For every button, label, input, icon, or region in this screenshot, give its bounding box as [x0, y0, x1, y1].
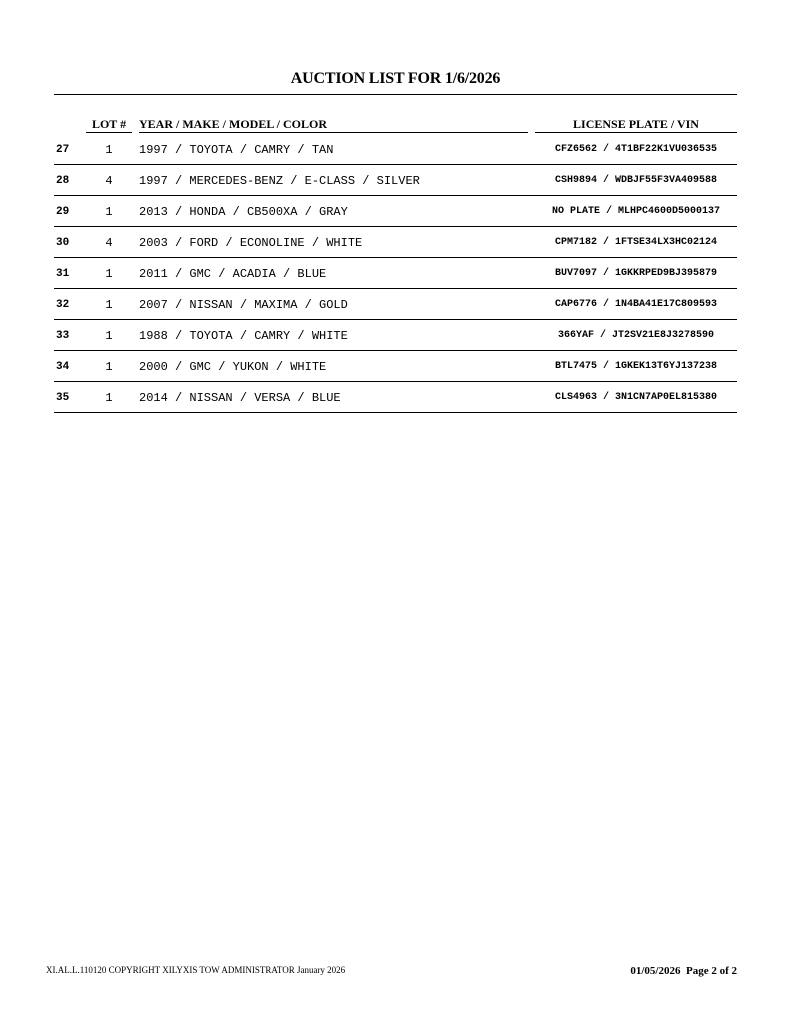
- lot-number: 1: [105, 205, 113, 219]
- footer-page-number: Page 2 of 2: [685, 965, 737, 977]
- plate-vin: BUV7097 / 1GKKRPED9BJ395879: [554, 268, 718, 279]
- plate-vin: CPM7182 / 1FTSE34LX3HC02124: [554, 237, 718, 248]
- column-header-underline: [139, 132, 528, 133]
- footer-date-page: [630, 965, 737, 977]
- plate-vin: CLS4963 / 3N1CN7AP0EL815380: [554, 392, 718, 403]
- vehicle-description: 2007 / NISSAN / MAXIMA / GOLD: [139, 298, 348, 312]
- vehicle-description: 2000 / GMC / YUKON / WHITE: [139, 360, 327, 374]
- column-header-underline: [86, 132, 132, 133]
- row-number: 27: [56, 144, 70, 156]
- vehicle-description: 2003 / FORD / ECONOLINE / WHITE: [139, 236, 363, 250]
- vehicle-description: 2013 / HONDA / CB500XA / GRAY: [139, 205, 348, 219]
- footer-date: 01/05/2026: [630, 965, 681, 977]
- vehicle-description: 2011 / GMC / ACADIA / BLUE: [139, 267, 327, 281]
- lot-number: 1: [105, 267, 113, 281]
- table-row: [54, 289, 737, 320]
- column-header-underline: [535, 132, 737, 133]
- plate-vin: 366YAF / JT2SV21E8J3278590: [557, 330, 715, 341]
- row-number: 29: [56, 206, 70, 218]
- title-divider: [54, 94, 737, 95]
- vehicle-description: 1997 / MERCEDES-BENZ / E-CLASS / SILVER: [139, 174, 420, 188]
- row-number: 28: [56, 175, 70, 187]
- plate-vin: CAP6776 / 1N4BA41E17C809593: [554, 299, 718, 310]
- lot-number: 1: [105, 391, 113, 405]
- page-title: AUCTION LIST FOR 1/6/2026: [290, 70, 501, 87]
- column-header-plate-vin: LICENSE PLATE / VIN: [573, 117, 699, 131]
- table-row: [54, 227, 737, 258]
- row-number: 31: [56, 268, 70, 280]
- table-row: [54, 351, 737, 382]
- vehicle-description: 2014 / NISSAN / VERSA / BLUE: [139, 391, 341, 405]
- lot-number: 1: [105, 360, 113, 374]
- lot-number: 4: [105, 174, 113, 188]
- row-number: 35: [56, 392, 70, 404]
- plate-vin: BTL7475 / 1GKEK13T6YJ137238: [554, 361, 718, 372]
- table-row: [54, 258, 737, 289]
- plate-vin: CSH9894 / WDBJF55F3VA409588: [554, 175, 718, 186]
- table-row: [54, 382, 737, 413]
- table-row: [54, 165, 737, 196]
- auction-table: [54, 134, 737, 413]
- plate-vin: CFZ6562 / 4T1BF22K1VU036535: [554, 144, 718, 155]
- table-row: [54, 320, 737, 351]
- row-number: 34: [56, 361, 70, 373]
- column-header-description: YEAR / MAKE / MODEL / COLOR: [139, 117, 328, 131]
- lot-number: 4: [105, 236, 113, 250]
- lot-number: 1: [105, 329, 113, 343]
- table-row: [54, 134, 737, 165]
- lot-number: 1: [105, 298, 113, 312]
- vehicle-description: 1988 / TOYOTA / CAMRY / WHITE: [139, 329, 348, 343]
- column-header-lot: LOT #: [91, 117, 127, 131]
- vehicle-description: 1997 / TOYOTA / CAMRY / TAN: [139, 143, 334, 157]
- row-number: 33: [56, 330, 70, 342]
- plate-vin: NO PLATE / MLHPC4600D5000137: [551, 206, 721, 217]
- lot-number: 1: [105, 143, 113, 157]
- table-row: [54, 196, 737, 227]
- row-number: 32: [56, 299, 70, 311]
- footer-copyright: XI.AL.L.110120 COPYRIGHT XILYXIS TOW ADMINISTRATOR January 2026: [46, 965, 346, 975]
- row-number: 30: [56, 237, 70, 249]
